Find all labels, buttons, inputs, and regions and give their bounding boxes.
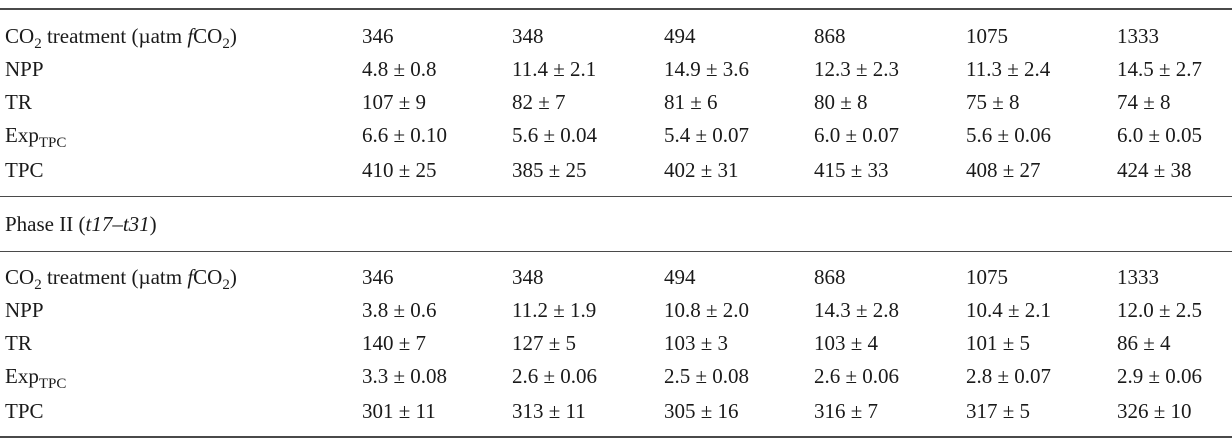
table-cell: 4.8 ± 0.8 bbox=[362, 57, 437, 81]
table-cell: 385 ± 25 bbox=[512, 158, 587, 182]
row-label: TPC bbox=[5, 158, 44, 182]
table-cell: 5.6 ± 0.04 bbox=[512, 123, 598, 147]
table-cell: 6.0 ± 0.05 bbox=[1117, 123, 1203, 147]
phase2-title-range: t17–t31 bbox=[85, 212, 150, 236]
table-cell: 316 ± 7 bbox=[814, 399, 879, 423]
table-cell: 2.8 ± 0.07 bbox=[966, 364, 1052, 388]
phase1-npp-row bbox=[0, 55, 1232, 83]
table-cell: 14.3 ± 2.8 bbox=[814, 298, 900, 322]
section-rule bbox=[0, 196, 1232, 197]
table-cell: 11.3 ± 2.4 bbox=[966, 57, 1051, 81]
phase1-tr-row bbox=[0, 88, 1232, 116]
table-cell: 140 ± 7 bbox=[362, 331, 427, 355]
header-cell: 868 bbox=[814, 265, 846, 289]
header-cell: 1333 bbox=[1117, 24, 1159, 48]
table-cell: 408 ± 27 bbox=[966, 158, 1041, 182]
label-co: CO bbox=[5, 265, 35, 289]
section-rule bbox=[0, 251, 1232, 252]
table-cell: 415 ± 33 bbox=[814, 158, 889, 182]
header-cell: 346 bbox=[362, 265, 394, 289]
table-cell: 3.8 ± 0.6 bbox=[362, 298, 437, 322]
label-subscript: 2 bbox=[34, 36, 42, 52]
table-cell: 10.8 ± 2.0 bbox=[664, 298, 750, 322]
table-cell: 2.6 ± 0.06 bbox=[512, 364, 598, 388]
table-cell: 301 ± 11 bbox=[362, 399, 436, 423]
row-label: TR bbox=[5, 90, 32, 114]
table-cell: 5.4 ± 0.07 bbox=[664, 123, 750, 147]
phase2-npp-row bbox=[0, 296, 1232, 324]
table-cell: 2.5 ± 0.08 bbox=[664, 364, 750, 388]
table-cell: 317 ± 5 bbox=[966, 399, 1031, 423]
phase2-title bbox=[5, 210, 157, 238]
label-co-b: CO bbox=[193, 24, 223, 48]
header-cell: 868 bbox=[814, 24, 846, 48]
phase2-title-suffix: ) bbox=[149, 212, 157, 236]
bottom-rule bbox=[0, 436, 1232, 438]
header-cell: 494 bbox=[664, 24, 696, 48]
table-cell: 81 ± 6 bbox=[664, 90, 718, 114]
header-cell: 1333 bbox=[1117, 265, 1159, 289]
header-cell: 1075 bbox=[966, 265, 1008, 289]
table-cell: 3.3 ± 0.08 bbox=[362, 364, 448, 388]
label-mid: treatment (µatm bbox=[41, 24, 188, 48]
table-cell: 402 ± 31 bbox=[664, 158, 739, 182]
phase2-tpc-row bbox=[0, 397, 1232, 425]
table-cell: 11.2 ± 1.9 bbox=[512, 298, 597, 322]
co2-treatment-label bbox=[5, 22, 237, 53]
phase2-header-row bbox=[0, 263, 1232, 291]
phase2-exp-row bbox=[0, 362, 1232, 390]
label-f: f bbox=[187, 265, 194, 289]
table-cell: 6.6 ± 0.10 bbox=[362, 123, 448, 147]
table-cell: 313 ± 11 bbox=[512, 399, 586, 423]
phase2-tr-row bbox=[0, 329, 1232, 357]
label-close: ) bbox=[229, 24, 237, 48]
row-label bbox=[5, 121, 66, 152]
phase1-tpc-row bbox=[0, 156, 1232, 184]
table-cell: 103 ± 3 bbox=[664, 331, 729, 355]
table-cell: 2.9 ± 0.06 bbox=[1117, 364, 1203, 388]
row-label: NPP bbox=[5, 57, 44, 81]
table-cell: 127 ± 5 bbox=[512, 331, 577, 355]
table-cell: 326 ± 10 bbox=[1117, 399, 1192, 423]
table-cell: 74 ± 8 bbox=[1117, 90, 1171, 114]
exp-subscript: TPC bbox=[38, 135, 67, 151]
header-cell: 1075 bbox=[966, 24, 1008, 48]
phase1-header-row bbox=[0, 22, 1232, 50]
table-cell: 75 ± 8 bbox=[966, 90, 1020, 114]
table-cell: 2.6 ± 0.06 bbox=[814, 364, 900, 388]
exp-subscript: TPC bbox=[38, 376, 67, 392]
label-subscript: 2 bbox=[34, 277, 42, 293]
table-cell: 6.0 ± 0.07 bbox=[814, 123, 900, 147]
table-cell: 424 ± 38 bbox=[1117, 158, 1192, 182]
table-cell: 80 ± 8 bbox=[814, 90, 868, 114]
label-close: ) bbox=[229, 265, 237, 289]
top-rule bbox=[0, 8, 1232, 10]
table-cell: 107 ± 9 bbox=[362, 90, 427, 114]
header-cell: 348 bbox=[512, 24, 544, 48]
phase2-title-prefix: Phase II ( bbox=[5, 212, 86, 236]
phase1-exp-row bbox=[0, 121, 1232, 149]
row-label: TPC bbox=[5, 399, 44, 423]
table-cell: 103 ± 4 bbox=[814, 331, 879, 355]
table-cell: 101 ± 5 bbox=[966, 331, 1031, 355]
co2-treatment-label bbox=[5, 263, 237, 294]
header-cell: 348 bbox=[512, 265, 544, 289]
table-cell: 410 ± 25 bbox=[362, 158, 437, 182]
exp-label: Exp bbox=[5, 123, 39, 147]
row-label bbox=[5, 362, 66, 393]
row-label: NPP bbox=[5, 298, 44, 322]
label-f: f bbox=[187, 24, 194, 48]
table-cell: 86 ± 4 bbox=[1117, 331, 1171, 355]
exp-label: Exp bbox=[5, 364, 39, 388]
table-cell: 12.0 ± 2.5 bbox=[1117, 298, 1203, 322]
table-cell: 12.3 ± 2.3 bbox=[814, 57, 900, 81]
table-cell: 14.9 ± 3.6 bbox=[664, 57, 750, 81]
label-mid: treatment (µatm bbox=[41, 265, 188, 289]
label-co-b: CO bbox=[193, 265, 223, 289]
header-cell: 494 bbox=[664, 265, 696, 289]
table-cell: 11.4 ± 2.1 bbox=[512, 57, 597, 81]
row-label: TR bbox=[5, 331, 32, 355]
table-cell: 305 ± 16 bbox=[664, 399, 739, 423]
label-co: CO bbox=[5, 24, 35, 48]
label-subscript-b: 2 bbox=[222, 277, 230, 293]
table-cell: 5.6 ± 0.06 bbox=[966, 123, 1052, 147]
table-cell: 14.5 ± 2.7 bbox=[1117, 57, 1203, 81]
header-cell: 346 bbox=[362, 24, 394, 48]
table-cell: 10.4 ± 2.1 bbox=[966, 298, 1052, 322]
label-subscript-b: 2 bbox=[222, 36, 230, 52]
table-cell: 82 ± 7 bbox=[512, 90, 566, 114]
